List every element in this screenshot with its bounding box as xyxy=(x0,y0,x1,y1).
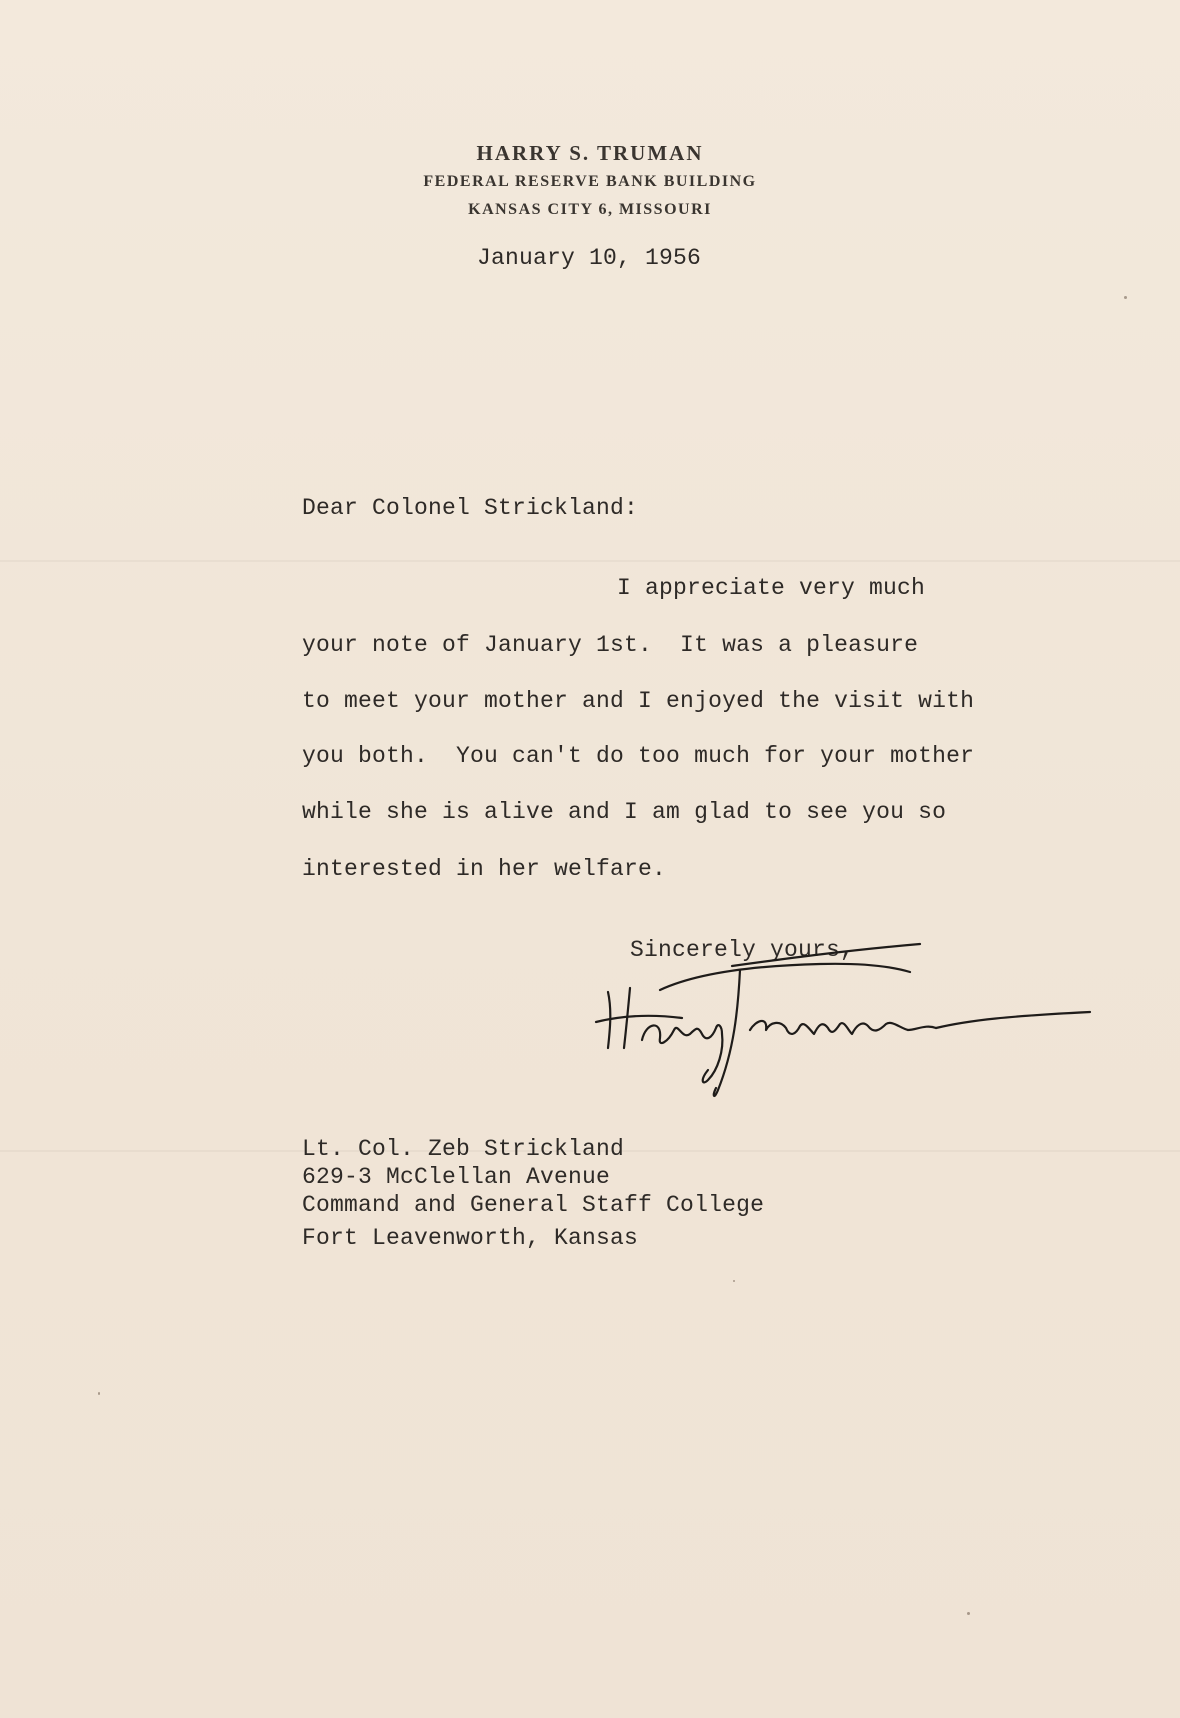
body-line: to meet your mother and I enjoyed the visit with xyxy=(302,688,975,714)
letterhead-address-line: FEDERAL RESERVE BANK BUILDING xyxy=(423,173,757,190)
signature-stroke xyxy=(642,1025,722,1043)
recipient-address-line: Fort Leavenworth, Kansas xyxy=(302,1225,639,1251)
body-line: your note of January 1st. It was a pleasure xyxy=(302,632,919,658)
paper-speck xyxy=(733,1280,735,1282)
paper-fold xyxy=(0,560,1180,562)
letterhead-address-line: KANSAS CITY 6, MISSOURI xyxy=(468,201,712,218)
signature-stroke xyxy=(703,1034,723,1082)
body-line: you both. You can't do too much for your mother xyxy=(302,743,975,769)
closing: Sincerely yours, xyxy=(630,937,855,963)
paper-speck xyxy=(967,1612,970,1615)
body-line: while she is alive and I am glad to see you so xyxy=(302,799,947,825)
handwritten-signature xyxy=(590,930,1110,1100)
letterhead-name: HARRY S. TRUMAN xyxy=(476,141,704,165)
signature-stroke xyxy=(660,964,910,990)
recipient-address-line: Lt. Col. Zeb Strickland xyxy=(302,1136,625,1162)
letter-date: January 10, 1956 xyxy=(477,245,702,271)
signature-stroke xyxy=(714,970,740,1096)
body-line: interested in her welfare. xyxy=(302,856,667,882)
salutation: Dear Colonel Strickland: xyxy=(302,495,639,521)
body-line: I appreciate very much xyxy=(617,575,926,601)
signature-stroke xyxy=(732,944,920,966)
signature-stroke xyxy=(936,1012,1090,1028)
signature-stroke xyxy=(750,1021,936,1034)
recipient-address-line: Command and General Staff College xyxy=(302,1192,765,1218)
paper-speck xyxy=(1124,296,1127,299)
recipient-address-line: 629-3 McClellan Avenue xyxy=(302,1164,611,1190)
signature-stroke xyxy=(596,1016,682,1022)
paper-speck xyxy=(98,1392,100,1395)
